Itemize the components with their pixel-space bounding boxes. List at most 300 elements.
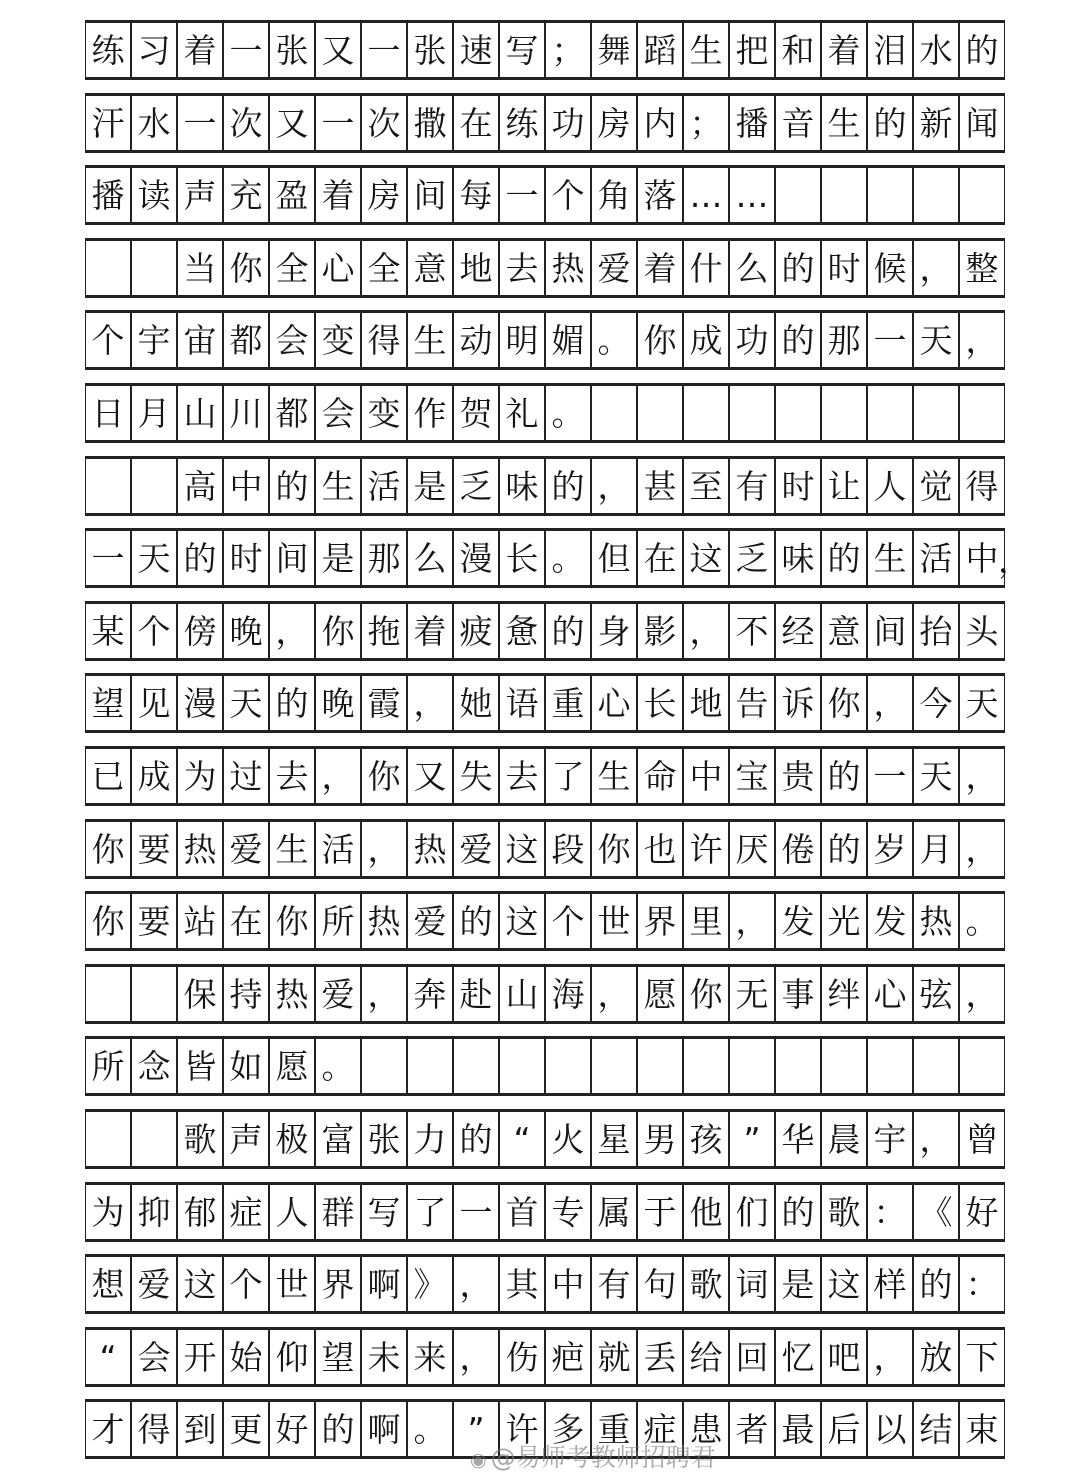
grid-cell: 最 xyxy=(775,1402,821,1456)
grid-row xyxy=(85,165,1005,225)
grid-cell: 火 xyxy=(545,1112,591,1166)
grid-cell xyxy=(867,168,913,222)
grid-cell: 贺 xyxy=(453,386,499,440)
grid-cell: 疲 xyxy=(453,604,499,658)
grid-cell: 舞 xyxy=(591,23,637,77)
grid-cell: 整 xyxy=(959,241,1005,295)
grid-row xyxy=(85,891,1005,951)
grid-cell: 拖 xyxy=(361,604,407,658)
grid-cell: 读 xyxy=(131,168,177,222)
grid-cell: 宇 xyxy=(867,1112,913,1166)
grid-cell: 变 xyxy=(315,313,361,367)
grid-cell xyxy=(591,1039,637,1093)
grid-cell: 吧 xyxy=(821,1330,867,1384)
grid-cell: 望 xyxy=(85,676,131,730)
grid-cell: 活 xyxy=(913,531,959,585)
grid-cell: 赴 xyxy=(453,967,499,1021)
grid-cell: 放 xyxy=(913,1330,959,1384)
grid-cell: 你 xyxy=(315,604,361,658)
grid-cell: 日 xyxy=(85,386,131,440)
grid-cell: 的 xyxy=(269,676,315,730)
grid-cell: ， xyxy=(959,822,1005,876)
grid-cell: 宙 xyxy=(177,313,223,367)
grid-cell: 华 xyxy=(775,1112,821,1166)
grid-cell: 力 xyxy=(407,1112,453,1166)
grid-cell: 发 xyxy=(867,894,913,948)
grid-cell: 把 xyxy=(729,23,775,77)
grid-cell: 的 xyxy=(959,23,1005,77)
grid-cell: 。 xyxy=(545,386,591,440)
grid-cell: 为 xyxy=(85,1185,131,1239)
grid-cell: 味 xyxy=(775,531,821,585)
grid-cell: 的 xyxy=(269,459,315,513)
grid-cell: 于 xyxy=(637,1185,683,1239)
grid-cell: … xyxy=(683,168,729,222)
grid-cell: 。 xyxy=(545,531,591,585)
grid-cell: 歌 xyxy=(177,1112,223,1166)
grid-cell: 月 xyxy=(913,822,959,876)
grid-cell: 忆 xyxy=(775,1330,821,1384)
grid-cell: 和 xyxy=(775,23,821,77)
grid-cell: 热 xyxy=(177,822,223,876)
grid-cell xyxy=(729,1039,775,1093)
grid-cell: 全 xyxy=(269,241,315,295)
grid-cell xyxy=(131,459,177,513)
grid-cell: 歌 xyxy=(683,1257,729,1311)
grid-cell: 的 xyxy=(545,459,591,513)
grid-row xyxy=(85,20,1005,80)
grid-cell: 热 xyxy=(361,894,407,948)
grid-cell: 以 xyxy=(867,1402,913,1456)
grid-cell: 天 xyxy=(223,676,269,730)
grid-cell: 张 xyxy=(269,23,315,77)
grid-cell: 让 xyxy=(821,459,867,513)
grid-cell: 开 xyxy=(177,1330,223,1384)
grid-cell: 着 xyxy=(821,23,867,77)
grid-cell: 首 xyxy=(499,1185,545,1239)
grid-cell: 个 xyxy=(545,894,591,948)
grid-cell: 去 xyxy=(499,241,545,295)
grid-cell: 角 xyxy=(591,168,637,222)
grid-cell: ， xyxy=(407,676,453,730)
grid-cell: 的 xyxy=(913,1257,959,1311)
grid-cell: 要 xyxy=(131,894,177,948)
grid-cell: 撒 xyxy=(407,96,453,150)
grid-cell xyxy=(361,1039,407,1093)
grid-cell: 也 xyxy=(637,822,683,876)
grid-cell: 次 xyxy=(223,96,269,150)
grid-cell: 觉 xyxy=(913,459,959,513)
grid-cell: 在 xyxy=(637,531,683,585)
grid-cell: 成 xyxy=(131,749,177,803)
grid-cell: 世 xyxy=(591,894,637,948)
grid-cell: 全 xyxy=(361,241,407,295)
grid-cell: ， xyxy=(361,967,407,1021)
grid-cell: 光 xyxy=(821,894,867,948)
grid-cell: 了 xyxy=(545,749,591,803)
grid-cell: ， xyxy=(453,1330,499,1384)
grid-cell: 样 xyxy=(867,1257,913,1311)
grid-cell: 你 xyxy=(269,894,315,948)
grid-cell: 诉 xyxy=(775,676,821,730)
grid-cell xyxy=(867,1039,913,1093)
grid-cell: 一 xyxy=(223,23,269,77)
grid-cell: 时 xyxy=(821,241,867,295)
grid-cell xyxy=(913,168,959,222)
grid-cell xyxy=(131,241,177,295)
grid-cell: ， xyxy=(453,1257,499,1311)
grid-cell: 至 xyxy=(683,459,729,513)
grid-cell: 在 xyxy=(453,96,499,150)
grid-cell xyxy=(867,386,913,440)
grid-cell: 的 xyxy=(821,822,867,876)
grid-cell: 爱 xyxy=(407,894,453,948)
grid-cell: 的 xyxy=(821,749,867,803)
grid-cell: ， xyxy=(913,241,959,295)
grid-cell: 宇 xyxy=(131,313,177,367)
grid-cell: 功 xyxy=(545,96,591,150)
grid-cell: 热 xyxy=(913,894,959,948)
grid-cell: 站 xyxy=(177,894,223,948)
grid-cell: 当 xyxy=(177,241,223,295)
grid-cell: 礼 xyxy=(499,386,545,440)
grid-cell: 的 xyxy=(867,96,913,150)
grid-cell: 爱 xyxy=(591,241,637,295)
grid-row xyxy=(85,1109,1005,1169)
grid-cell: 中 xyxy=(223,459,269,513)
grid-cell: 房 xyxy=(361,168,407,222)
grid-cell: 经 xyxy=(775,604,821,658)
grid-cell: ： xyxy=(959,1257,1005,1311)
grid-cell: 的 xyxy=(453,1112,499,1166)
grid-cell: 惫 xyxy=(499,604,545,658)
grid-cell: 束 xyxy=(959,1402,1005,1456)
grid-cell: 了 xyxy=(407,1185,453,1239)
grid-cell: 望 xyxy=(315,1330,361,1384)
grid-cell: 无 xyxy=(729,967,775,1021)
grid-cell: 啊 xyxy=(361,1257,407,1311)
grid-cell: ， xyxy=(867,676,913,730)
grid-cell: 味 xyxy=(499,459,545,513)
grid-cell: 盈 xyxy=(269,168,315,222)
grid-cell: 天 xyxy=(913,749,959,803)
grid-cell: 如 xyxy=(223,1039,269,1093)
grid-cell: 中 xyxy=(545,1257,591,1311)
grid-cell: 播 xyxy=(729,96,775,150)
grid-cell: 动 xyxy=(453,313,499,367)
grid-cell: 曾 xyxy=(959,1112,1005,1166)
grid-cell: 。 xyxy=(591,313,637,367)
grid-cell: 意 xyxy=(407,241,453,295)
grid-cell xyxy=(131,967,177,1021)
grid-cell: 丢 xyxy=(637,1330,683,1384)
grid-cell: 想 xyxy=(85,1257,131,1311)
weibo-logo-icon: ◉ xyxy=(470,1449,487,1471)
grid-cell: 地 xyxy=(453,241,499,295)
grid-cell xyxy=(85,1112,131,1166)
grid-cell: 生 xyxy=(867,531,913,585)
grid-cell: 所 xyxy=(315,894,361,948)
grid-cell: 男 xyxy=(637,1112,683,1166)
grid-cell: 播 xyxy=(85,168,131,222)
grid-cell: 又 xyxy=(315,23,361,77)
weibo-watermark xyxy=(470,1438,716,1474)
grid-cell: 一 xyxy=(361,23,407,77)
grid-row xyxy=(85,673,1005,733)
grid-cell: 一 xyxy=(85,531,131,585)
grid-cell: 不 xyxy=(729,604,775,658)
grid-cell xyxy=(775,1039,821,1093)
grid-cell: 张 xyxy=(361,1112,407,1166)
grid-cell: 群 xyxy=(315,1185,361,1239)
grid-cell: 富 xyxy=(315,1112,361,1166)
grid-cell: ； xyxy=(545,23,591,77)
grid-cell: 爱 xyxy=(223,822,269,876)
grid-cell: 岁 xyxy=(867,822,913,876)
grid-cell: 这 xyxy=(821,1257,867,1311)
grid-cell: 甚 xyxy=(637,459,683,513)
grid-cell xyxy=(683,1039,729,1093)
grid-cell: 的 xyxy=(177,531,223,585)
grid-cell: 个 xyxy=(545,168,591,222)
grid-cell: 傍 xyxy=(177,604,223,658)
grid-cell: ， xyxy=(591,459,637,513)
grid-cell: 漫 xyxy=(453,531,499,585)
grid-cell: ： xyxy=(867,1185,913,1239)
grid-cell: 乏 xyxy=(729,531,775,585)
grid-cell: 郁 xyxy=(177,1185,223,1239)
grid-cell: 你 xyxy=(683,967,729,1021)
grid-cell: 始 xyxy=(223,1330,269,1384)
grid-cell: 你 xyxy=(637,313,683,367)
grid-cell: 未 xyxy=(361,1330,407,1384)
grid-cell: 音 xyxy=(775,96,821,150)
grid-cell: 们 xyxy=(729,1185,775,1239)
grid-cell: 海 xyxy=(545,967,591,1021)
grid-cell xyxy=(545,1039,591,1093)
grid-cell: 重 xyxy=(545,676,591,730)
grid-cell: 患 xyxy=(683,1402,729,1456)
grid-cell: 写 xyxy=(361,1185,407,1239)
grid-cell: 里 xyxy=(683,894,729,948)
grid-cell: 间 xyxy=(407,168,453,222)
grid-cell: 新 xyxy=(913,96,959,150)
grid-cell: 生 xyxy=(315,459,361,513)
grid-cell: 爱 xyxy=(131,1257,177,1311)
grid-cell: 写 xyxy=(499,23,545,77)
grid-cell: ， xyxy=(913,1112,959,1166)
grid-cell: 蹈 xyxy=(637,23,683,77)
grid-cell: 功 xyxy=(729,313,775,367)
grid-cell: 疤 xyxy=(545,1330,591,1384)
grid-cell: 候 xyxy=(867,241,913,295)
grid-cell: 界 xyxy=(315,1257,361,1311)
grid-cell: 水 xyxy=(913,23,959,77)
grid-cell: 去 xyxy=(269,749,315,803)
grid-cell: 会 xyxy=(269,313,315,367)
grid-cell: 这 xyxy=(499,822,545,876)
grid-cell: 今 xyxy=(913,676,959,730)
grid-cell: 弦 xyxy=(913,967,959,1021)
grid-cell: 生 xyxy=(591,749,637,803)
grid-cell: 过 xyxy=(223,749,269,803)
grid-cell: 结 xyxy=(913,1402,959,1456)
grid-cell: 到 xyxy=(177,1402,223,1456)
grid-cell: 许 xyxy=(683,822,729,876)
grid-cell: 生 xyxy=(821,96,867,150)
manuscript-grid-paper xyxy=(85,20,1031,1460)
grid-cell: 速 xyxy=(453,23,499,77)
grid-cell: 。 xyxy=(407,1402,453,1456)
grid-cell: 的 xyxy=(821,531,867,585)
grid-cell: 会 xyxy=(131,1330,177,1384)
grid-cell: ， xyxy=(269,604,315,658)
grid-cell: 》 xyxy=(407,1257,453,1311)
grid-cell xyxy=(591,386,637,440)
grid-cell: 要 xyxy=(131,822,177,876)
grid-cell: 晚 xyxy=(223,604,269,658)
grid-cell: 多 xyxy=(545,1402,591,1456)
grid-cell: 保 xyxy=(177,967,223,1021)
grid-cell: 落 xyxy=(637,168,683,222)
grid-cell: 声 xyxy=(223,1112,269,1166)
grid-cell: 属 xyxy=(591,1185,637,1239)
grid-cell: 心 xyxy=(591,676,637,730)
grid-cell: 泪 xyxy=(867,23,913,77)
grid-cell: 头 xyxy=(959,604,1005,658)
grid-cell: 心 xyxy=(315,241,361,295)
grid-cell: 所 xyxy=(85,1039,131,1093)
grid-cell: 地 xyxy=(683,676,729,730)
grid-cell: 极 xyxy=(269,1112,315,1166)
grid-cell: 乏 xyxy=(453,459,499,513)
grid-cell: 的 xyxy=(315,1402,361,1456)
grid-row xyxy=(85,238,1005,298)
grid-cell: 愿 xyxy=(637,967,683,1021)
grid-cell: 孩 xyxy=(683,1112,729,1166)
grid-cell: 一 xyxy=(499,168,545,222)
grid-cell: 会 xyxy=(315,386,361,440)
grid-cell: 皆 xyxy=(177,1039,223,1093)
grid-cell: 已 xyxy=(85,749,131,803)
grid-cell: 水 xyxy=(131,96,177,150)
grid-cell: 时 xyxy=(223,531,269,585)
grid-cell: 更 xyxy=(223,1402,269,1456)
grid-cell: … xyxy=(729,168,775,222)
grid-cell: 界 xyxy=(637,894,683,948)
grid-cell: 得 xyxy=(361,313,407,367)
grid-cell: 回 xyxy=(729,1330,775,1384)
grid-cell xyxy=(637,1039,683,1093)
grid-cell: 又 xyxy=(269,96,315,150)
grid-cell: 身 xyxy=(591,604,637,658)
grid-cell: 都 xyxy=(269,386,315,440)
grid-cell: 在 xyxy=(223,894,269,948)
grid-cell: 又 xyxy=(407,749,453,803)
watermark-text: @易师考教师招聘君 xyxy=(490,1443,716,1472)
grid-cell: 次 xyxy=(361,96,407,150)
grid-cell: 月 xyxy=(131,386,177,440)
grid-cell: 晚 xyxy=(315,676,361,730)
grid-cell: “ xyxy=(499,1112,545,1166)
grid-cell: 内 xyxy=(637,96,683,150)
grid-cell: 间 xyxy=(269,531,315,585)
grid-cell xyxy=(453,1039,499,1093)
grid-cell: 练 xyxy=(499,96,545,150)
grid-cell: 念 xyxy=(131,1039,177,1093)
grid-row xyxy=(85,456,1005,516)
grid-cell xyxy=(959,1039,1005,1093)
grid-cell: 一 xyxy=(867,313,913,367)
grid-cell: 个 xyxy=(85,313,131,367)
grid-cell: 。 xyxy=(959,894,1005,948)
grid-cell: 许 xyxy=(499,1402,545,1456)
grid-row xyxy=(85,746,1005,806)
grid-cell: 专 xyxy=(545,1185,591,1239)
grid-cell: 去 xyxy=(499,749,545,803)
grid-cell: 长 xyxy=(499,531,545,585)
grid-cell: 热 xyxy=(269,967,315,1021)
grid-cell xyxy=(775,168,821,222)
grid-cell: 生 xyxy=(683,23,729,77)
grid-cell: 霞 xyxy=(361,676,407,730)
grid-cell: “ xyxy=(85,1330,131,1384)
grid-cell: ， xyxy=(361,822,407,876)
grid-cell xyxy=(959,168,1005,222)
grid-row xyxy=(85,93,1005,153)
grid-cell: 但 xyxy=(591,531,637,585)
grid-row xyxy=(85,383,1005,443)
grid-cell: 充 xyxy=(223,168,269,222)
grid-cell: 你 xyxy=(85,822,131,876)
grid-cell: ， xyxy=(683,604,729,658)
grid-row xyxy=(85,1182,1005,1242)
grid-cell xyxy=(131,1112,177,1166)
grid-cell: 是 xyxy=(775,1257,821,1311)
grid-cell: 意 xyxy=(821,604,867,658)
grid-cell: 热 xyxy=(545,241,591,295)
grid-cell: 间 xyxy=(867,604,913,658)
grid-row xyxy=(85,528,1031,588)
grid-cell: 持 xyxy=(223,967,269,1021)
grid-cell: 天 xyxy=(959,676,1005,730)
grid-cell: 好 xyxy=(269,1402,315,1456)
grid-cell: 川 xyxy=(223,386,269,440)
grid-cell: 者 xyxy=(729,1402,775,1456)
grid-cell: 啊 xyxy=(361,1402,407,1456)
grid-cell: 么 xyxy=(729,241,775,295)
grid-cell: 着 xyxy=(407,604,453,658)
grid-cell: 这 xyxy=(499,894,545,948)
grid-cell: 长 xyxy=(637,676,683,730)
grid-cell: 个 xyxy=(131,604,177,658)
grid-cell: ， xyxy=(591,967,637,1021)
grid-cell: ， xyxy=(867,1330,913,1384)
grid-cell: 高 xyxy=(177,459,223,513)
grid-cell: 某 xyxy=(85,604,131,658)
grid-cell: 下 xyxy=(959,1330,1005,1384)
grid-cell: 发 xyxy=(775,894,821,948)
grid-cell: 其 xyxy=(499,1257,545,1311)
grid-cell: 是 xyxy=(315,531,361,585)
grid-row xyxy=(85,310,1005,370)
grid-cell: 着 xyxy=(637,241,683,295)
grid-cell xyxy=(821,386,867,440)
grid-row xyxy=(85,601,1005,661)
grid-cell: 的 xyxy=(545,604,591,658)
grid-cell: 变 xyxy=(361,386,407,440)
grid-cell: 心 xyxy=(867,967,913,1021)
